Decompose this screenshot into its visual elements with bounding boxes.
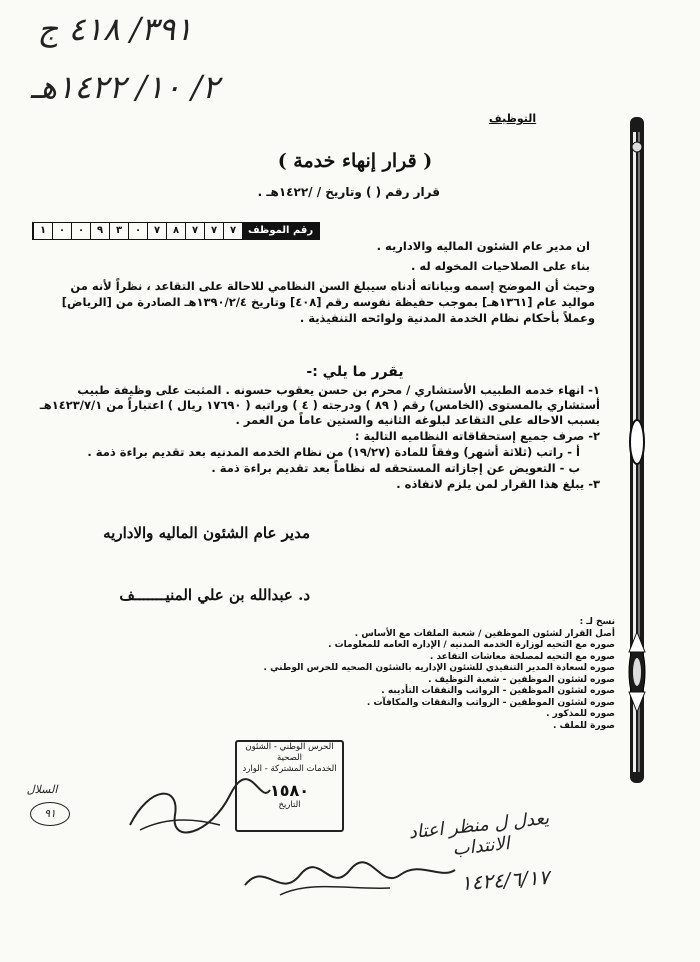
decorative-border bbox=[612, 112, 662, 788]
handwritten-bottom-note: يعدل ل منظر اعتاد الانتداب bbox=[407, 807, 551, 860]
copy-line: صوره للمذكور . bbox=[546, 709, 615, 719]
employee-number-digit: ٩ bbox=[90, 223, 109, 239]
signature-scribble-1 bbox=[120, 775, 280, 845]
copy-line: صورة للملف . bbox=[553, 720, 615, 731]
employee-number-digit: ١ bbox=[33, 223, 52, 239]
signer-name: د. عبدالله بن علي المنيـــــــف bbox=[119, 586, 310, 604]
employee-number-digit: ٧ bbox=[185, 223, 204, 239]
copy-line: صوره لشئون الموظفين - الرواتب والنفقات والمكافآت . bbox=[366, 697, 615, 708]
copies-header: نسخ لـ : bbox=[579, 617, 615, 627]
employee-number-digit: ٣ bbox=[109, 223, 128, 239]
department-label: التوظيف bbox=[488, 112, 537, 125]
employee-number-digit: ٠ bbox=[71, 223, 90, 239]
copy-line: صوره مع التحيه لوزارة الخدمه المدنيه / الإداره العامه للمعلومات . bbox=[328, 640, 615, 650]
handwritten-reference: ٣٩١/ ٤١٨ ج bbox=[37, 10, 193, 48]
decision-items bbox=[30, 383, 600, 493]
employee-number-digit: ٠ bbox=[128, 223, 147, 239]
stamp-date-label: التاريخ bbox=[278, 800, 301, 810]
employee-number-digit: ٧ bbox=[147, 223, 166, 239]
decision-item-2a: أ - راتب (ثلاثة أشهر) وفقاً للمادة (١٩/٢٧) من نظام الخدمه المدنيه بعد تقديم براءة ذمة . bbox=[87, 445, 580, 459]
stamp-line-2: الخدمات المشتركة - الوارد bbox=[242, 764, 337, 774]
copy-line: أصل القرار لشئون الموظفين / شعبة الملفات مع الأساس . bbox=[354, 628, 615, 639]
handwritten-date: ٢/ ١٠/ ١٤٢٢هـ bbox=[30, 68, 220, 106]
stamp-line-1: الحرس الوطني - الشئون الصحية bbox=[245, 742, 334, 763]
decision-item-2b: ب - التعويض عن إجازاته المستحقه له نظاماً بعد تقديم براءة ذمة . bbox=[211, 461, 580, 475]
copy-line: صوره مع التحيه لمصلحة معاشات التقاعد . bbox=[429, 651, 615, 662]
employee-number-digit: ٠ bbox=[52, 223, 71, 239]
decision-title: ( قرار إنهاء خدمة ) bbox=[277, 150, 433, 172]
decision-item-2: ٢- صرف جميع إستحقاقاته النظاميه التالية : bbox=[354, 429, 600, 443]
copies-list bbox=[250, 617, 615, 732]
employee-number-digit: ٨ bbox=[166, 223, 185, 239]
preamble-line-2: بناء على الصلاحيات المخوله له . bbox=[410, 259, 590, 273]
preamble-paragraph: وحيث أن الموضح إسمه وبياناته أدناه سيبلغ السن النظامي للاحالة على التقاعد ، نظراً لأنه من مواليد عام [١٣٦١هـ] بموجب حفيظة نفوسه رقم [٤٠٨] وتاريخ ١٣٩٠/٢/٤هـ الصادرة من [الرياض] وعملاً بأحكام نظام الخدمة المدنية ولوائحه التنفيذية . bbox=[61, 279, 595, 325]
decision-number-line: قرار رقم ( ) وتاريخ / /١٤٢٢هـ . bbox=[257, 185, 440, 199]
handwritten-bottom-date: ١٤٢٤/٦/١٧ bbox=[459, 864, 551, 896]
copy-line: صوره لشئون الموظفين - الرواتب والنفقات التأديبه . bbox=[381, 686, 615, 696]
employee-number-digit: ٧ bbox=[204, 223, 223, 239]
margin-circle-number: ٩١ bbox=[30, 802, 70, 826]
employee-number-digit: ٧ bbox=[223, 223, 242, 239]
preamble-line-1: ان مدير عام الشئون الماليه والاداريه . bbox=[376, 239, 590, 253]
stamp-number: ١٥٨٠ bbox=[269, 781, 310, 800]
copy-line: صوره لسعادة المدير التنفيذي للشئون الإداريه بالشئون الصحيه للحرس الوطني . bbox=[263, 663, 615, 673]
decision-item-3: ٣- يبلغ هذا القرار لمن يلزم لانفاذه . bbox=[396, 477, 600, 491]
employee-number-label: رقم الموظف bbox=[242, 223, 319, 239]
decides-heading: يقرر ما يلي :- bbox=[306, 364, 404, 380]
decision-item-1: ١- انهاء خدمه الطبيب الأستشاري / محرم بن حسن يعقوب حسونه . المثبت على وظيفة طبيب أستشاري بالمستوى (الخامس) رقم ( ٨٩ ) ودرجته ( ٤ ) وراتبه ( ١٧٦٩٠ ريال ) اعتباراً من ١٤٢٣/٧/١هـ بسبب الاحاله على التقاعد لبلوغه الثانيه والستين عاماً من العمر . bbox=[39, 383, 600, 427]
signer-title: مدير عام الشئون الماليه والاداريه bbox=[103, 524, 310, 542]
margin-note: السلال bbox=[26, 783, 58, 796]
copy-line: صوره لشئون الموظفين - شعبة التوظيف . bbox=[428, 674, 615, 685]
